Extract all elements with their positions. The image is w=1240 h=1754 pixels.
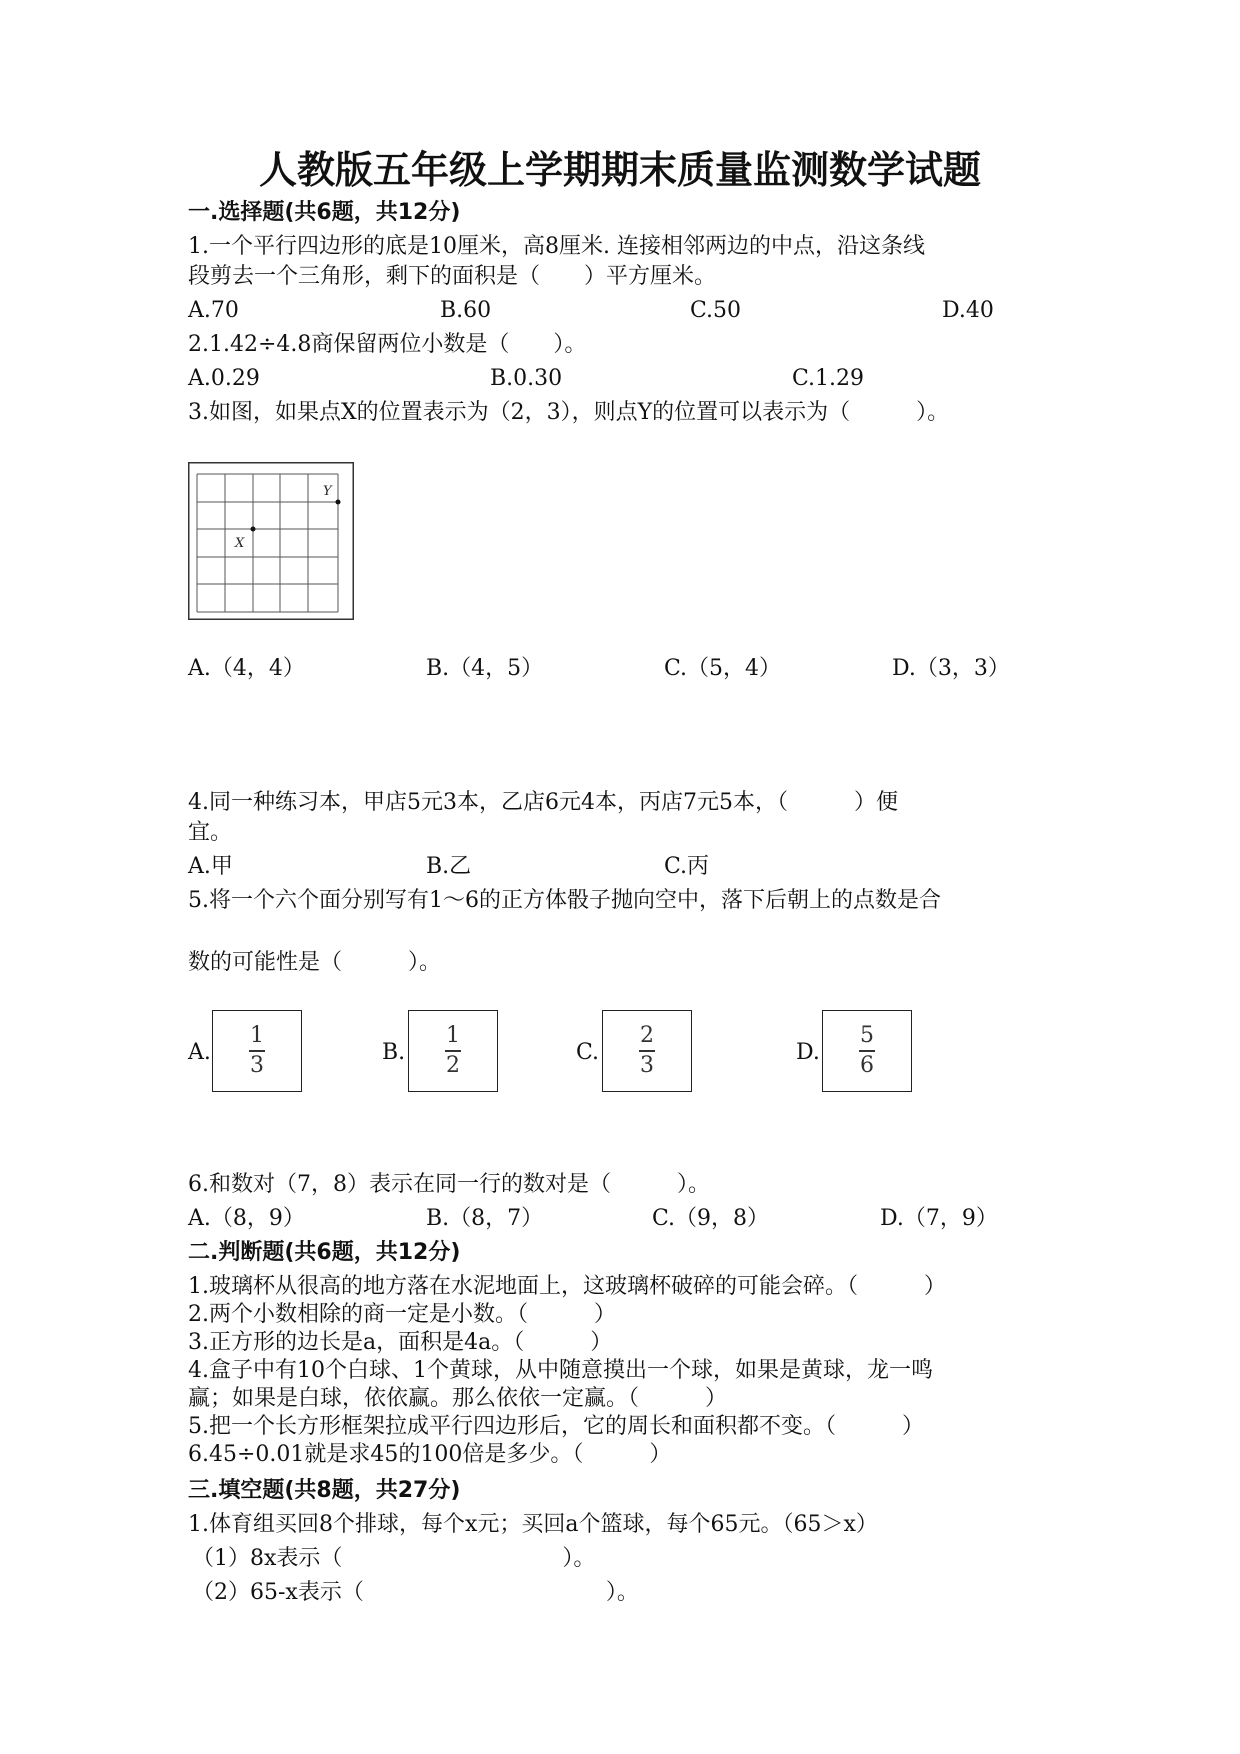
section-header-fill-in: 三.填空题(共8题，共27分) bbox=[188, 1478, 461, 1503]
fraction-bar bbox=[639, 1050, 655, 1052]
question-1-option-d: D.40 bbox=[942, 298, 994, 323]
page-title: 人教版五年级上学期期末质量监测数学试题 bbox=[258, 148, 981, 192]
question-3-option-c: C.（5，4） bbox=[664, 656, 782, 681]
question-5-option-b-fraction bbox=[408, 1010, 498, 1092]
question-6-option-b: B.（8，7） bbox=[426, 1206, 544, 1231]
fraction-denominator: 3 bbox=[250, 1052, 264, 1078]
question-2-option-a: A.0.29 bbox=[188, 366, 260, 391]
question-4-text: 4.同一种练习本，甲店5元3本，乙店6元4本，丙店7元5本，（ ）便 bbox=[188, 790, 898, 815]
question-1-option-b: B.60 bbox=[440, 298, 492, 323]
fraction-bar bbox=[859, 1050, 875, 1052]
question-5-option-c-label: C. bbox=[576, 1040, 600, 1065]
question-6-option-d: D.（7，9） bbox=[880, 1206, 998, 1231]
question-5-text: 5.将一个六个面分别写有1～6的正方体骰子抛向空中，落下后朝上的点数是合 bbox=[188, 888, 941, 913]
fraction-numerator: 1 bbox=[250, 1023, 264, 1048]
grid-lines bbox=[197, 474, 338, 612]
question-4-text-cont: 宜。 bbox=[188, 820, 233, 845]
question-3-text: 3.如图，如果点X的位置表示为（2，3），则点Y的位置可以表示为（ ）。 bbox=[188, 400, 950, 425]
question-5-text-cont: 数的可能性是（ ）。 bbox=[188, 950, 442, 975]
question-5-option-c-fraction bbox=[602, 1010, 692, 1092]
section-header-judgment: 二.判断题(共6题，共12分) bbox=[188, 1240, 461, 1265]
question-5-option-d-label: D. bbox=[796, 1040, 820, 1065]
question-6-option-a: A.（8，9） bbox=[188, 1206, 305, 1231]
judgment-item-4: 4.盒子中有10个白球、1个黄球，从中随意摸出一个球，如果是黄球，龙一鸣 bbox=[188, 1358, 933, 1383]
question-1-option-c: C.50 bbox=[690, 298, 742, 323]
fill-question-1-sub-1: （1）8x表示（ ）。 bbox=[192, 1546, 596, 1571]
fraction-bar bbox=[249, 1050, 265, 1052]
question-4-option-b: B.乙 bbox=[426, 854, 472, 879]
judgment-item-6: 6.45÷0.01就是求45的100倍是多少。（ ） bbox=[188, 1442, 672, 1467]
question-4-option-a: A.甲 bbox=[188, 854, 233, 879]
fraction-bar bbox=[445, 1050, 461, 1052]
question-3-option-b: B.（4，5） bbox=[426, 656, 544, 681]
judgment-item-4-cont: 赢；如果是白球，依依赢。那么依依一定赢。（ ） bbox=[188, 1386, 728, 1411]
question-4-option-c: C.丙 bbox=[664, 854, 710, 879]
coordinate-grid-figure bbox=[188, 462, 354, 620]
question-2-text: 2.1.42÷4.8商保留两位小数是（ ）。 bbox=[188, 332, 587, 357]
fraction-denominator: 2 bbox=[446, 1052, 460, 1078]
point-y-label: Y bbox=[323, 484, 332, 499]
point-x-label: X bbox=[235, 536, 245, 551]
question-1-text: 1.一个平行四边形的底是10厘米，高8厘米. 连接相邻两边的中点，沿这条线 bbox=[188, 234, 925, 259]
question-3-option-d: D.（3，3） bbox=[892, 656, 1010, 681]
fill-question-1-text: 1.体育组买回8个排球，每个x元；买回a个篮球，每个65元。（65＞x） bbox=[188, 1512, 878, 1537]
question-2-option-c: C.1.29 bbox=[792, 366, 865, 391]
point-x-marker bbox=[251, 527, 256, 532]
judgment-item-5: 5.把一个长方形框架拉成平行四边形后，它的周长和面积都不变。（ ） bbox=[188, 1414, 924, 1439]
question-1-text-cont: 段剪去一个三角形，剩下的面积是（ ）平方厘米。 bbox=[188, 264, 717, 289]
question-6-option-c: C.（9，8） bbox=[652, 1206, 770, 1231]
fraction-numerator: 2 bbox=[640, 1023, 654, 1048]
question-6-text: 6.和数对（7，8）表示在同一行的数对是（ ）。 bbox=[188, 1172, 710, 1197]
question-5-option-b-label: B. bbox=[382, 1040, 406, 1065]
question-2-option-b: B.0.30 bbox=[490, 366, 563, 391]
judgment-item-1: 1.玻璃杯从很高的地方落在水泥地面上，这玻璃杯破碎的可能会碎。（ ） bbox=[188, 1274, 946, 1299]
question-5-option-a-label: A. bbox=[188, 1040, 211, 1065]
fraction-denominator: 3 bbox=[640, 1052, 654, 1078]
fill-question-1-sub-2: （2）65-x表示（ ）。 bbox=[192, 1580, 639, 1605]
section-header-choice: 一.选择题(共6题，共12分) bbox=[188, 200, 461, 225]
question-5-option-a-fraction bbox=[212, 1010, 302, 1092]
question-3-option-a: A.（4，4） bbox=[188, 656, 305, 681]
judgment-item-2: 2.两个小数相除的商一定是小数。（ ） bbox=[188, 1302, 616, 1327]
point-y-marker bbox=[336, 500, 341, 505]
question-5-option-d-fraction bbox=[822, 1010, 912, 1092]
fraction-numerator: 5 bbox=[860, 1023, 874, 1048]
question-1-option-a: A.70 bbox=[188, 298, 239, 323]
fraction-denominator: 6 bbox=[860, 1052, 874, 1078]
fraction-numerator: 1 bbox=[446, 1023, 460, 1048]
judgment-item-3: 3.正方形的边长是a，面积是4a。（ ） bbox=[188, 1330, 613, 1355]
